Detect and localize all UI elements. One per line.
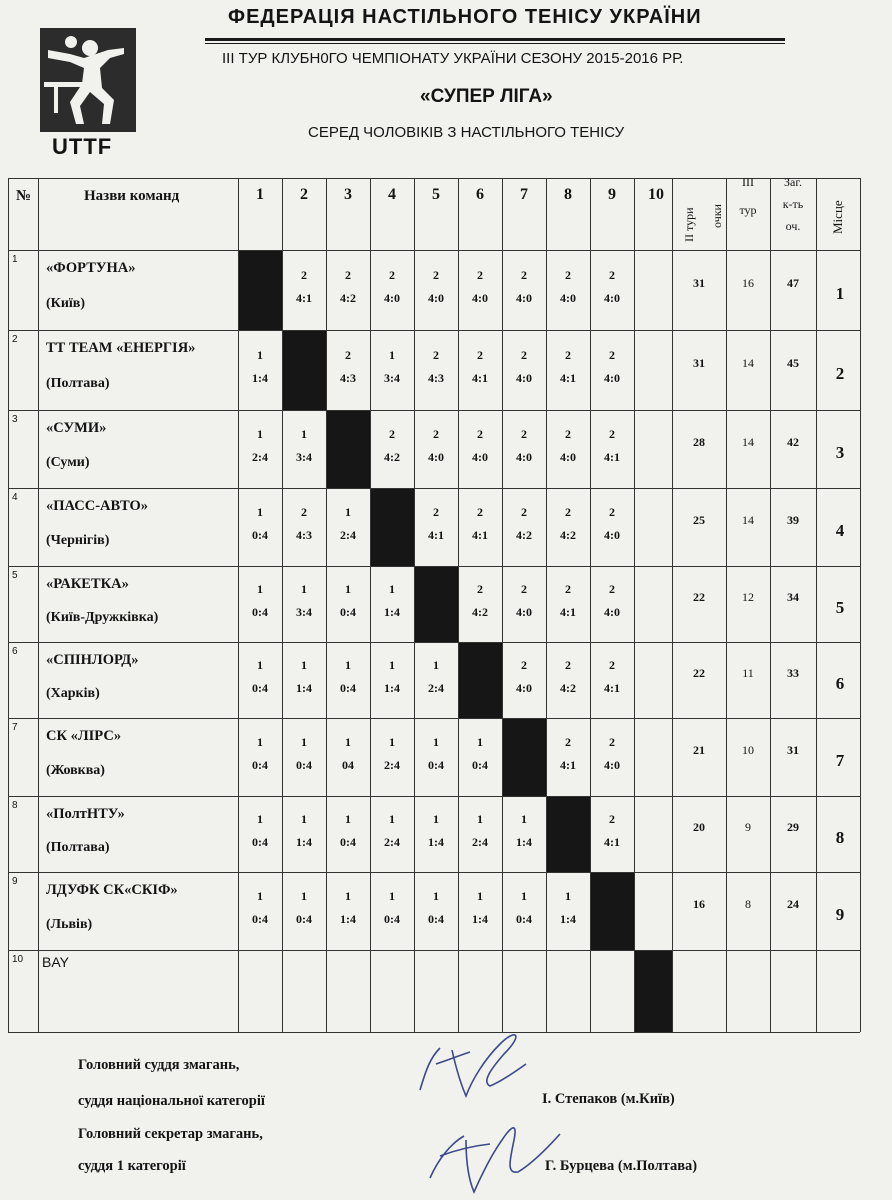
tour3-points: 14: [742, 435, 754, 449]
row-number: 9: [12, 876, 18, 887]
row-number: 7: [12, 722, 18, 733]
match-score: 4:0: [472, 291, 488, 305]
match-points: 1: [389, 735, 395, 749]
league-title: «СУПЕР ЛІГА»: [420, 86, 553, 107]
match-score: 4:0: [604, 371, 620, 385]
match-points: 2: [565, 348, 571, 362]
self-match-cell: [415, 567, 458, 642]
self-match-cell: [371, 489, 414, 566]
match-score: 4:1: [472, 528, 488, 542]
match-points: 2: [609, 812, 615, 826]
match-points: 2: [565, 427, 571, 441]
row-number: 10: [12, 954, 24, 965]
team-city: (Київ-Дружківка): [46, 610, 159, 625]
match-score: 4:0: [516, 371, 532, 385]
match-score: 04: [342, 758, 354, 772]
match-score: 0:4: [296, 912, 312, 926]
final-place: 1: [835, 284, 845, 303]
tour3-points: 14: [742, 356, 754, 370]
header-total-1: Заг.: [784, 175, 802, 189]
match-score: 4:2: [340, 291, 356, 305]
total-points: 42: [787, 435, 799, 449]
match-score: 4:0: [560, 450, 576, 464]
tour2-points: 25: [693, 513, 705, 527]
match-points: 2: [565, 505, 571, 519]
match-score: 2:4: [428, 681, 444, 695]
match-score: 4:1: [560, 758, 576, 772]
match-points: 1: [301, 582, 307, 596]
match-score: 3:4: [296, 450, 312, 464]
header-no: №: [16, 188, 32, 204]
header-t3-label: тур: [739, 203, 757, 217]
self-match-cell: [547, 797, 590, 872]
match-score: 4:0: [516, 450, 532, 464]
tour2-points: 22: [693, 666, 705, 680]
match-score: 4:0: [516, 605, 532, 619]
match-points: 1: [389, 348, 395, 362]
match-points: 1: [257, 658, 263, 672]
header-points-t2: II тури: [682, 207, 696, 242]
header-col-6: 6: [476, 186, 484, 203]
match-score: 1:4: [296, 835, 312, 849]
header-points-label: очки: [710, 204, 724, 228]
grid-hline: [8, 410, 860, 411]
secretary-signature: [410, 1100, 580, 1200]
header-total-3: оч.: [785, 219, 801, 233]
match-score: 2:4: [384, 835, 400, 849]
tour2-points: 16: [693, 897, 705, 911]
match-points: 2: [477, 505, 483, 519]
match-points: 1: [477, 889, 483, 903]
match-score: 0:4: [252, 835, 268, 849]
grid-vline: [816, 178, 817, 1032]
match-score: 4:1: [560, 605, 576, 619]
match-points: 2: [609, 582, 615, 596]
team-name: «РАКЕТКА»: [46, 576, 129, 592]
title-rule: [205, 38, 785, 41]
grid-hline: [8, 950, 860, 951]
self-match-cell: [635, 951, 672, 1032]
match-points: 2: [345, 348, 351, 362]
match-points: 1: [257, 889, 263, 903]
team-name: «СПІНЛОРД»: [46, 652, 139, 668]
header-col-2: 2: [300, 186, 308, 203]
match-score: 4:0: [428, 291, 444, 305]
grid-hline: [8, 330, 860, 331]
match-points: 2: [565, 735, 571, 749]
category-title: СЕРЕД ЧОЛОВІКІВ З НАСТІЛЬНОГО ТЕНІСУ: [308, 124, 625, 141]
match-score: 0:4: [428, 912, 444, 926]
team-name: ТТ ТЕАМ «ЕНЕРГІЯ»: [46, 340, 196, 356]
match-points: 1: [301, 889, 307, 903]
row-number: 8: [12, 800, 18, 811]
match-score: 4:3: [296, 528, 312, 542]
match-points: 1: [433, 658, 439, 672]
federation-title: ФЕДЕРАЦІЯ НАСТІЛЬНОГО ТЕНІСУ УКРАЇНИ: [228, 6, 702, 28]
match-points: 1: [389, 658, 395, 672]
row-number: 6: [12, 646, 18, 657]
match-points: 1: [389, 582, 395, 596]
match-score: 2:4: [472, 835, 488, 849]
match-score: 4:0: [604, 605, 620, 619]
match-score: 0:4: [428, 758, 444, 772]
tour2-points: 31: [693, 356, 705, 370]
tour2-points: 20: [693, 820, 705, 834]
match-score: 4:0: [516, 291, 532, 305]
total-points: 34: [787, 590, 799, 604]
match-score: 1:4: [384, 605, 400, 619]
match-points: 2: [477, 427, 483, 441]
team-name: «ПолтНТУ»: [46, 806, 125, 822]
match-score: 1:4: [340, 912, 356, 926]
match-score: 2:4: [340, 528, 356, 542]
results-table: [8, 175, 860, 1032]
match-score: 4:0: [472, 450, 488, 464]
header-col-1: 1: [256, 186, 264, 203]
match-points: 2: [609, 427, 615, 441]
match-points: 1: [257, 427, 263, 441]
team-city: (Чернігів): [46, 533, 110, 548]
team-name: «ФОРТУНА»: [46, 260, 136, 276]
team-name: BAY: [42, 954, 69, 970]
match-score: 3:4: [296, 605, 312, 619]
grid-hline: [8, 872, 860, 873]
team-name: ЛДУФК СК«СКІФ»: [46, 882, 178, 898]
grid-hline: [8, 250, 860, 251]
judge-title-line1: Головний суддя змагань,: [78, 1057, 240, 1073]
match-points: 2: [477, 348, 483, 362]
match-points: 1: [301, 735, 307, 749]
tour3-points: 12: [742, 590, 754, 604]
self-match-cell: [327, 411, 370, 488]
match-score: 0:4: [296, 758, 312, 772]
match-score: 0:4: [516, 912, 532, 926]
header-col-3: 3: [344, 186, 352, 203]
match-points: 1: [345, 735, 351, 749]
match-score: 4:1: [604, 835, 620, 849]
header-t3: III: [742, 175, 754, 189]
team-city: (Харків): [46, 686, 100, 701]
tour-title: ІІІ ТУР КЛУБН0ГО ЧЕМПІОНАТУ УКРАЇНИ СЕЗОНУ 2015-2016 РР.: [222, 50, 684, 67]
header-col-10: 10: [648, 186, 664, 203]
match-score: 1:4: [428, 835, 444, 849]
self-match-cell: [459, 643, 502, 718]
team-city: (Полтава): [46, 376, 110, 391]
self-match-cell: [239, 251, 282, 330]
match-score: 4:0: [604, 528, 620, 542]
match-score: 4:2: [560, 528, 576, 542]
row-number: 2: [12, 334, 18, 345]
tour3-points: 9: [745, 820, 751, 834]
match-points: 2: [609, 505, 615, 519]
secretary-name: Г. Бурцева (м.Полтава): [545, 1158, 698, 1174]
grid-hline: [8, 718, 860, 719]
match-score: 4:1: [472, 371, 488, 385]
match-points: 2: [609, 735, 615, 749]
match-score: 4:0: [516, 681, 532, 695]
header-team-names: Назви команд: [84, 188, 180, 204]
match-score: 2:4: [252, 450, 268, 464]
header-total-2: к-ть: [782, 197, 804, 211]
match-points: 2: [345, 268, 351, 282]
header-place: Місце: [830, 200, 845, 234]
match-score: 4:1: [428, 528, 444, 542]
match-points: 1: [565, 889, 571, 903]
grid-vline: [38, 178, 39, 1032]
match-points: 1: [433, 889, 439, 903]
self-match-cell: [503, 719, 546, 796]
match-score: 4:0: [604, 758, 620, 772]
match-score: 4:2: [516, 528, 532, 542]
grid-hline: [8, 642, 860, 643]
match-score: 2:4: [384, 758, 400, 772]
match-points: 1: [257, 505, 263, 519]
row-number: 1: [12, 254, 18, 265]
final-place: 7: [835, 751, 845, 770]
match-points: 1: [433, 812, 439, 826]
team-city: (Львів): [46, 917, 93, 932]
total-points: 45: [787, 356, 799, 370]
final-place: 2: [835, 364, 845, 383]
match-score: 4:1: [604, 450, 620, 464]
match-points: 1: [345, 889, 351, 903]
match-score: 4:1: [560, 371, 576, 385]
judge-name: І. Степаков (м.Київ): [542, 1091, 675, 1107]
match-points: 2: [521, 658, 527, 672]
match-points: 2: [301, 505, 307, 519]
match-points: 2: [565, 582, 571, 596]
logo-text: UTTF: [52, 134, 113, 159]
match-points: 2: [521, 427, 527, 441]
tour2-points: 21: [693, 743, 705, 757]
grid-hline: [8, 488, 860, 489]
match-points: 1: [389, 889, 395, 903]
total-points: 24: [787, 897, 799, 911]
match-points: 2: [433, 348, 439, 362]
header-col-7: 7: [520, 186, 528, 203]
match-score: 4:3: [340, 371, 356, 385]
match-points: 2: [565, 268, 571, 282]
final-place: 5: [835, 598, 845, 617]
match-points: 1: [389, 812, 395, 826]
match-score: 1:4: [296, 681, 312, 695]
match-score: 4:2: [560, 681, 576, 695]
tour3-points: 11: [742, 666, 754, 680]
self-match-cell: [283, 331, 326, 410]
team-name: СК «ЛІРС»: [46, 728, 122, 744]
match-points: 1: [301, 658, 307, 672]
match-points: 2: [521, 268, 527, 282]
match-score: 0:4: [252, 681, 268, 695]
uttf-logo: [40, 28, 136, 132]
match-score: 1:4: [472, 912, 488, 926]
match-points: 1: [257, 812, 263, 826]
match-score: 0:4: [340, 835, 356, 849]
grid-vline: [8, 178, 9, 1032]
match-score: 4:0: [560, 291, 576, 305]
match-score: 4:1: [296, 291, 312, 305]
team-name: «ПАСС-АВТО»: [46, 498, 149, 514]
header-col-5: 5: [432, 186, 440, 203]
match-points: 1: [301, 427, 307, 441]
row-number: 4: [12, 492, 18, 503]
total-points: 31: [787, 743, 799, 757]
match-score: 0:4: [384, 912, 400, 926]
team-city: (Полтава): [46, 840, 110, 855]
match-points: 2: [389, 427, 395, 441]
match-score: 1:4: [252, 371, 268, 385]
match-score: 4:0: [604, 291, 620, 305]
tour3-points: 8: [745, 897, 751, 911]
match-points: 1: [433, 735, 439, 749]
judge-signature: [400, 1020, 560, 1110]
header-col-8: 8: [564, 186, 572, 203]
match-points: 2: [477, 268, 483, 282]
match-score: 1:4: [516, 835, 532, 849]
final-place: 3: [835, 443, 845, 462]
title-rule-thin: [205, 43, 785, 44]
match-points: 1: [477, 735, 483, 749]
match-points: 1: [477, 812, 483, 826]
match-points: 1: [301, 812, 307, 826]
secretary-title-line2: суддя 1 категорії: [78, 1158, 186, 1174]
tour2-points: 31: [693, 276, 705, 290]
match-points: 2: [609, 658, 615, 672]
judge-title-line2: суддя національної категорії: [78, 1093, 265, 1109]
match-score: 4:1: [604, 681, 620, 695]
total-points: 47: [787, 276, 799, 290]
match-points: 2: [477, 582, 483, 596]
match-points: 2: [521, 348, 527, 362]
match-score: 4:2: [472, 605, 488, 619]
match-score: 0:4: [252, 758, 268, 772]
header-col-9: 9: [608, 186, 616, 203]
final-place: 4: [835, 521, 845, 540]
header-col-4: 4: [388, 186, 396, 203]
grid-vline: [634, 178, 635, 1032]
row-number: 5: [12, 570, 18, 581]
match-points: 2: [565, 658, 571, 672]
match-points: 1: [345, 658, 351, 672]
final-place: 6: [835, 674, 845, 693]
grid-hline: [8, 796, 860, 797]
total-points: 33: [787, 666, 799, 680]
match-score: 0:4: [252, 605, 268, 619]
table-tennis-player-icon: [40, 28, 136, 132]
match-score: 0:4: [340, 605, 356, 619]
match-points: 2: [433, 505, 439, 519]
tour2-points: 28: [693, 435, 705, 449]
match-points: 2: [521, 505, 527, 519]
row-number: 3: [12, 414, 18, 425]
match-points: 1: [345, 582, 351, 596]
team-name: «СУМИ»: [46, 420, 107, 436]
match-points: 1: [257, 735, 263, 749]
match-points: 2: [521, 582, 527, 596]
match-points: 2: [609, 268, 615, 282]
match-points: 1: [345, 812, 351, 826]
match-score: 4:0: [428, 450, 444, 464]
total-points: 29: [787, 820, 799, 834]
match-score: 3:4: [384, 371, 400, 385]
tour3-points: 14: [742, 513, 754, 527]
match-score: 1:4: [384, 681, 400, 695]
match-points: 2: [609, 348, 615, 362]
match-score: 4:2: [384, 450, 400, 464]
match-score: 0:4: [252, 912, 268, 926]
match-points: 2: [433, 268, 439, 282]
tour3-points: 10: [742, 743, 754, 757]
match-points: 2: [301, 268, 307, 282]
tour2-points: 22: [693, 590, 705, 604]
match-points: 1: [521, 889, 527, 903]
team-city: (Київ): [46, 296, 85, 311]
match-points: 1: [345, 505, 351, 519]
self-match-cell: [591, 873, 634, 950]
secretary-title-line1: Головний секретар змагань,: [78, 1126, 263, 1142]
match-score: 0:4: [340, 681, 356, 695]
match-points: 1: [257, 582, 263, 596]
match-points: 2: [433, 427, 439, 441]
tour3-points: 16: [742, 276, 754, 290]
team-city: (Суми): [46, 455, 90, 470]
match-points: 2: [389, 268, 395, 282]
final-place: 8: [835, 828, 845, 847]
match-score: 0:4: [472, 758, 488, 772]
total-points: 39: [787, 513, 799, 527]
match-score: 4:0: [384, 291, 400, 305]
grid-vline: [860, 178, 861, 1032]
match-score: 0:4: [252, 528, 268, 542]
match-points: 1: [521, 812, 527, 826]
final-place: 9: [835, 905, 845, 924]
match-points: 1: [257, 348, 263, 362]
team-city: (Жовква): [46, 763, 105, 778]
match-score: 1:4: [560, 912, 576, 926]
match-score: 4:3: [428, 371, 444, 385]
